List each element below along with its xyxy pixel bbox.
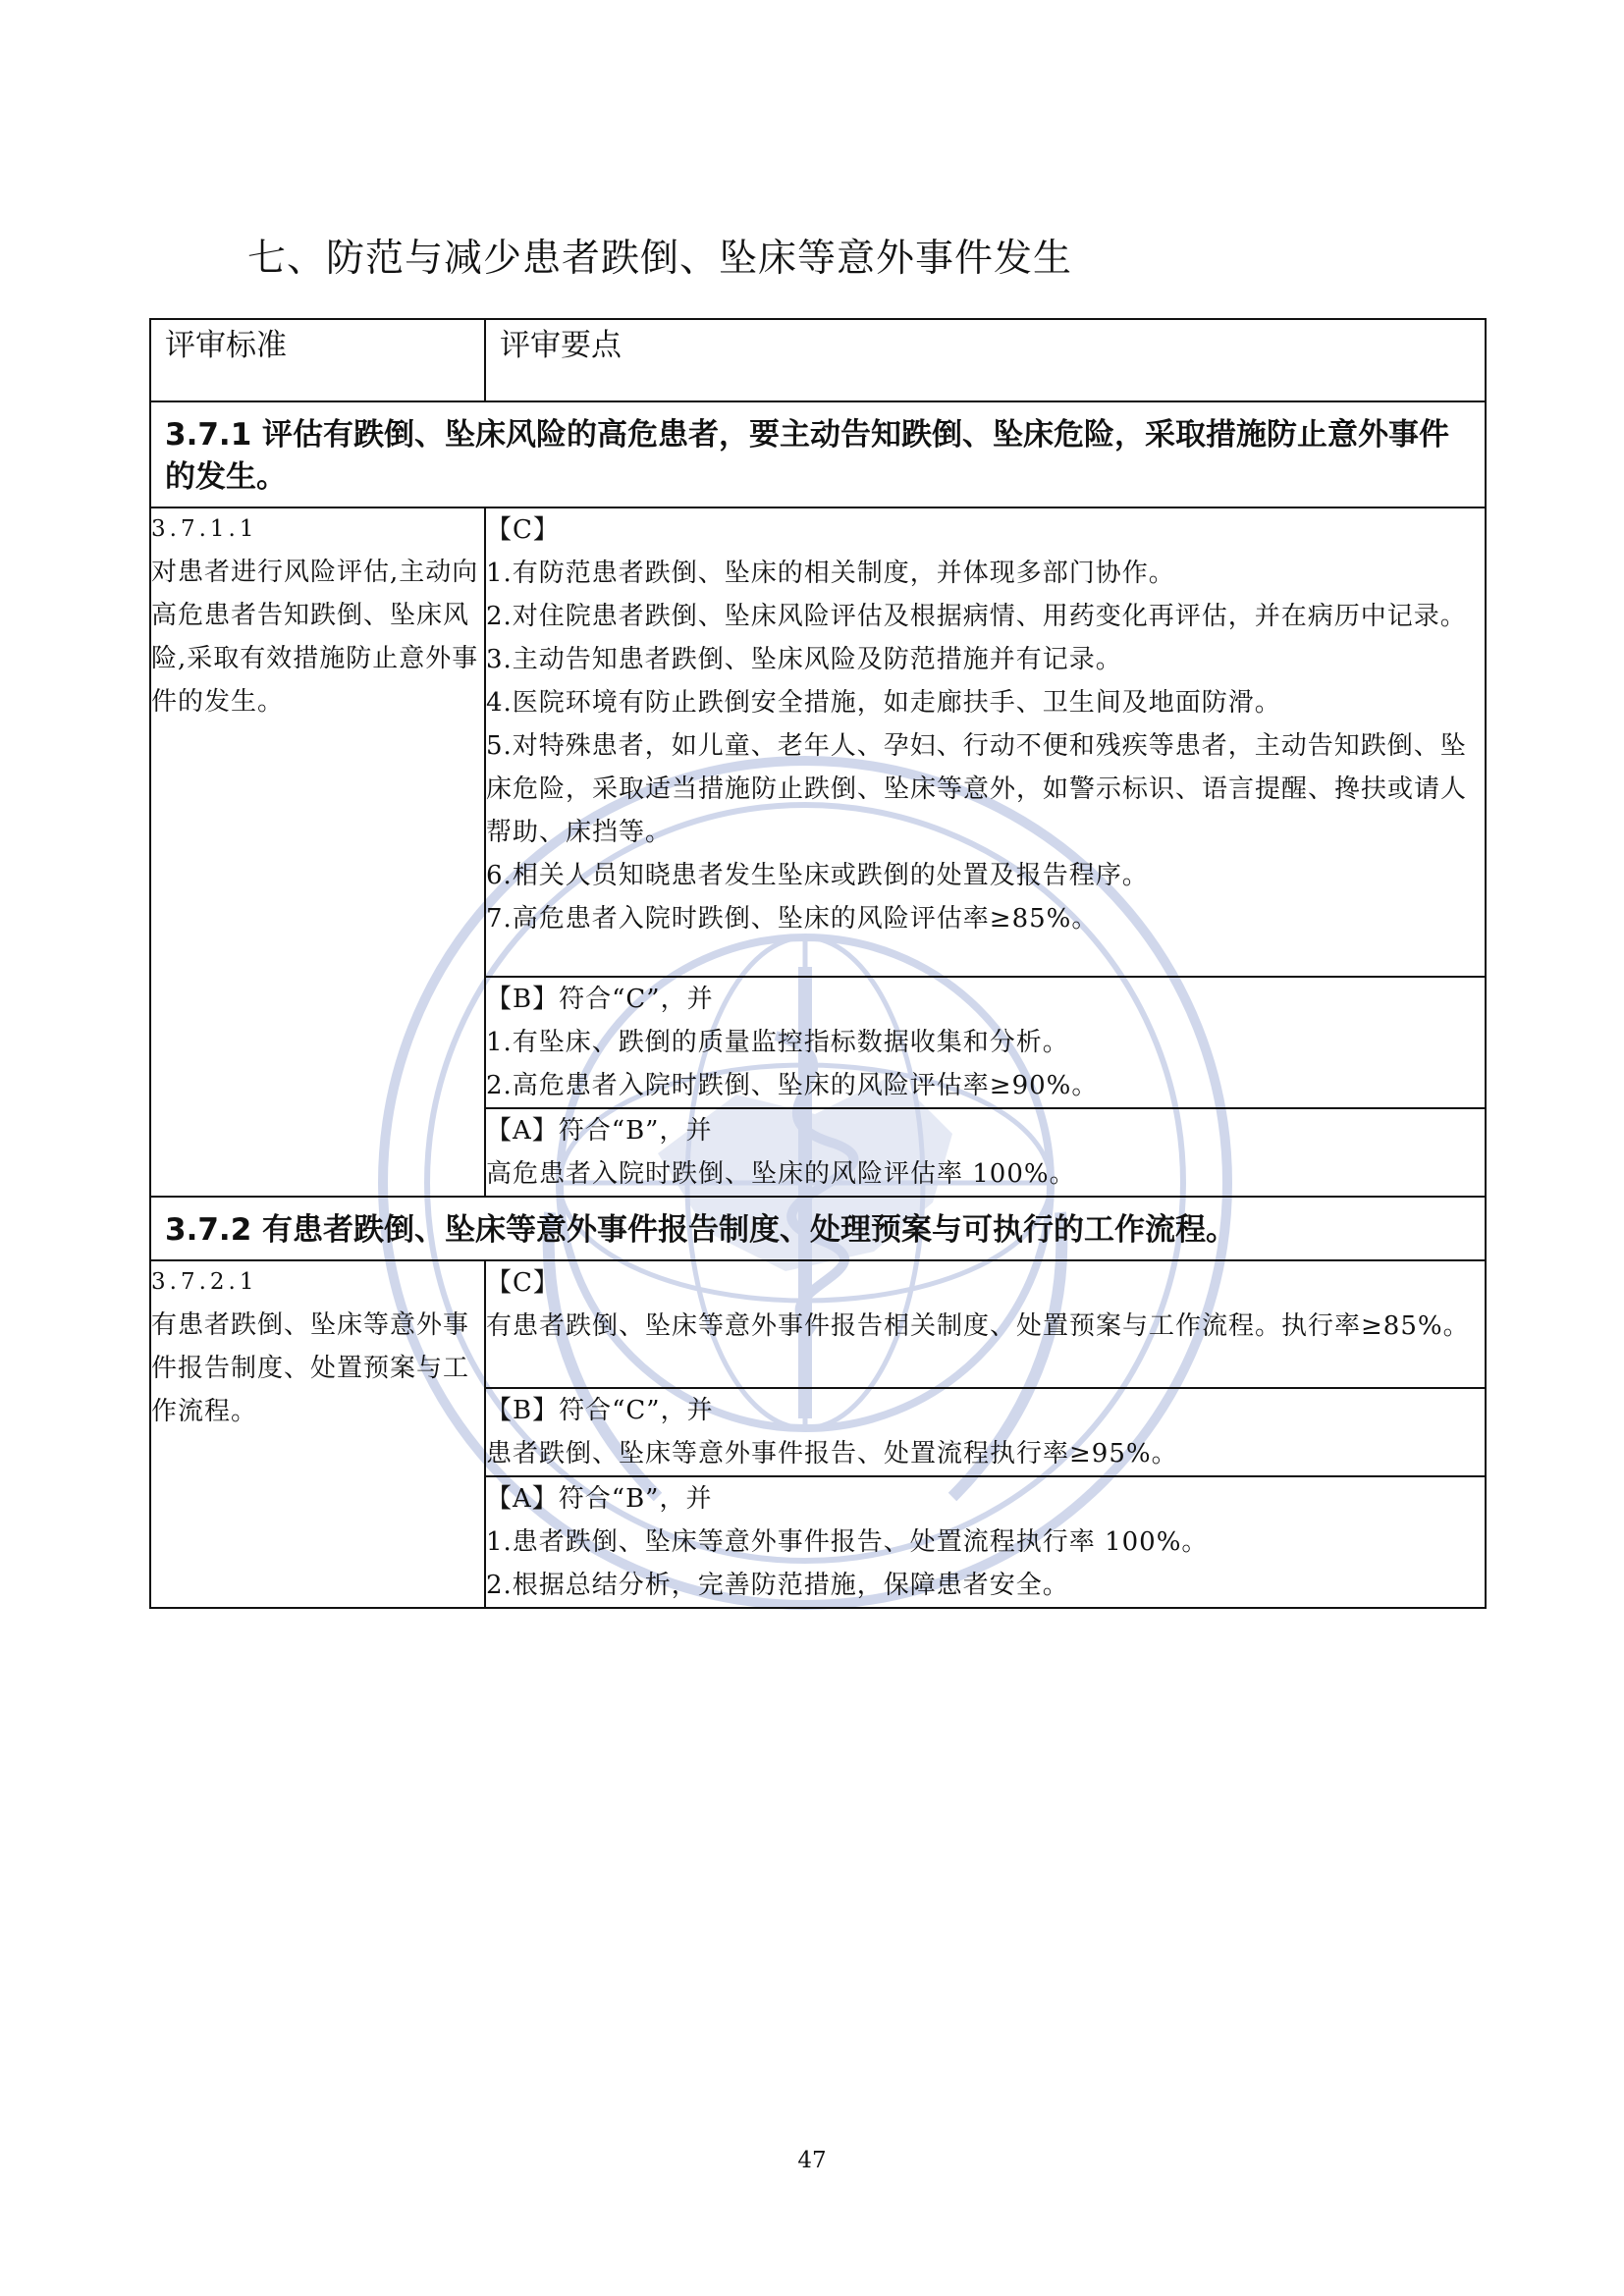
table-header-row	[150, 319, 1486, 401]
grade-line: 6.相关人员知晓患者发生坠床或跌倒的处置及报告程序。	[486, 861, 1149, 890]
standard-cell	[150, 1260, 485, 1608]
grade-heading: 【A】符合“B”，并	[486, 1484, 713, 1514]
grade-line: 3.主动告知患者跌倒、坠床风险及防范措施并有记录。	[486, 645, 1122, 674]
grade-line: 4.医院环境有防止跌倒安全措施，如走廊扶手、卫生间及地面防滑。	[486, 688, 1281, 718]
section-title-cell	[150, 401, 1486, 507]
grade-heading: 【B】符合“C”，并	[486, 985, 714, 1014]
grade-heading: 【B】符合“C”，并	[486, 1396, 714, 1425]
section-title-row	[150, 1197, 1486, 1260]
grade-a-cell	[485, 1476, 1486, 1608]
grade-heading: 【C】	[486, 515, 560, 545]
page-number: 47	[797, 2148, 827, 2173]
review-standards-table	[149, 318, 1487, 1609]
grade-line: 7.高危患者入院时跌倒、坠床的风险评估率≥85%。	[486, 904, 1099, 934]
grade-line: 1.有坠床、跌倒的质量监控指标数据收集和分析。	[486, 1028, 1069, 1057]
grade-line: 2.对住院患者跌倒、坠床风险评估及根据病情、用药变化再评估，并在病历中记录。	[486, 602, 1467, 631]
standard-cell	[150, 507, 485, 1197]
section-title-3-7-1: 3.7.1 评估有跌倒、坠床风险的高危患者，要主动告知跌倒、坠床危险，采取措施防止意外事件的发生。	[165, 417, 1450, 495]
grade-line: 患者跌倒、坠床等意外事件报告、处置流程执行率≥95%。	[486, 1439, 1178, 1468]
page-title: 七、防范与减少患者跌倒、坠床等意外事件发生	[247, 237, 1073, 281]
table-row	[150, 1260, 1486, 1388]
grade-heading: 【A】符合“B”，并	[486, 1116, 713, 1146]
grade-line: 1.有防范患者跌倒、坠床的相关制度，并体现多部门协作。	[486, 559, 1175, 588]
section-title-3-7-2: 3.7.2 有患者跌倒、坠床等意外事件报告制度、处理预案与可执行的工作流程。	[165, 1212, 1237, 1248]
grade-line: 有患者跌倒、坠床等意外事件报告相关制度、处置预案与工作流程。执行率≥85%。	[486, 1311, 1470, 1341]
grade-b-cell	[485, 1388, 1486, 1476]
grade-line: 2.根据总结分析，完善防范措施，保障患者安全。	[486, 1571, 1069, 1600]
grade-c-cell	[485, 1260, 1486, 1388]
standard-code: 3.7.2.1	[151, 1269, 258, 1295]
header-points-label: 评审要点	[500, 328, 622, 363]
grade-line: 1.患者跌倒、坠床等意外事件报告、处置流程执行率 100%。	[486, 1527, 1209, 1557]
header-cell-points	[485, 319, 1486, 401]
grade-line: 5.对特殊患者，如儿童、老年人、孕妇、行动不便和残疾等患者，主动告知跌倒、坠床危险，采取适当措施防止跌倒、坠床等意外，如警示标识、语言提醒、搀扶或请人帮助、床挡等。	[486, 731, 1468, 847]
grade-line: 高危患者入院时跌倒、坠床的风险评估率 100%。	[486, 1159, 1076, 1189]
grade-line: 2.高危患者入院时跌倒、坠床的风险评估率≥90%。	[486, 1071, 1099, 1100]
standard-code: 3.7.1.1	[151, 516, 258, 542]
grade-b-cell	[485, 977, 1486, 1108]
table-row	[150, 507, 1486, 977]
header-standard-label: 评审标准	[165, 328, 287, 363]
standard-description: 对患者进行风险评估,主动向高危患者告知跌倒、坠床风险,采取有效措施防止意外事件的发生。	[151, 558, 479, 717]
grade-a-cell	[485, 1108, 1486, 1197]
section-title-row	[150, 401, 1486, 507]
header-cell-standard	[150, 319, 485, 401]
section-title-cell	[150, 1197, 1486, 1260]
grade-heading: 【C】	[486, 1268, 560, 1298]
standard-description: 有患者跌倒、坠床等意外事件报告制度、处置预案与工作流程。	[151, 1310, 470, 1426]
grade-c-cell	[485, 507, 1486, 977]
